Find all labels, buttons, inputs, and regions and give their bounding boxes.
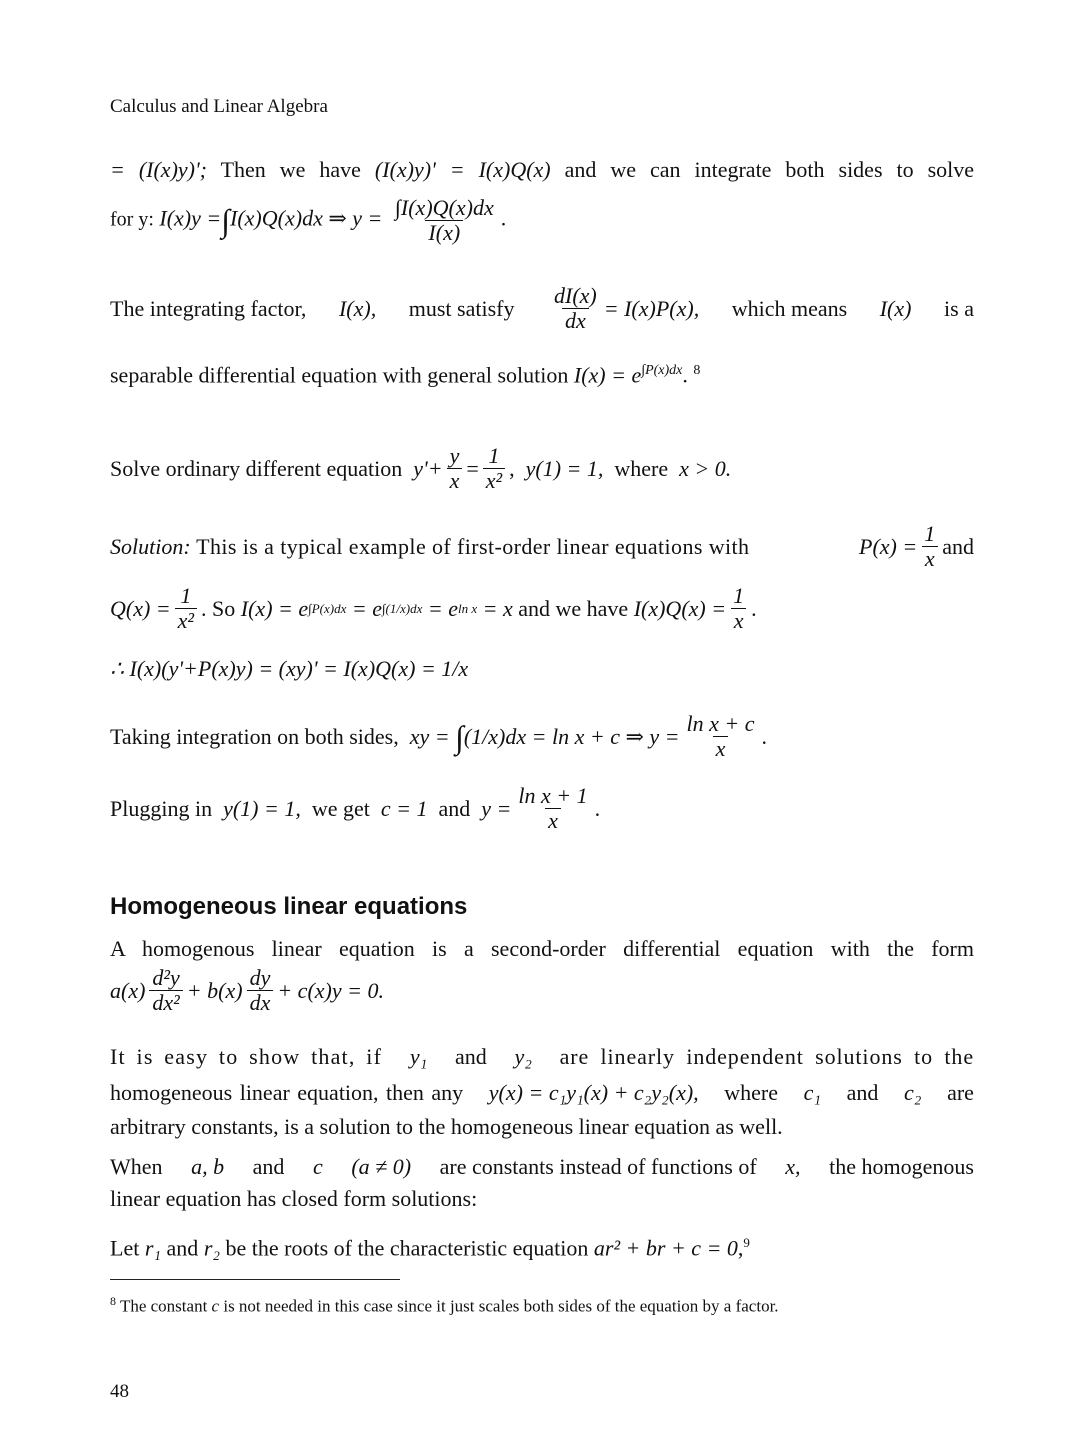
text-span: . So: [201, 595, 236, 621]
text-span: must satisfy: [408, 295, 515, 321]
text-span: and: [252, 1154, 285, 1179]
math-expr: y =: [481, 795, 512, 821]
equation-line: [110, 966, 384, 1015]
text-span: which means: [731, 295, 848, 321]
math-expr: y₁: [409, 1044, 428, 1069]
page-number: 48: [110, 1381, 129, 1402]
fraction-denominator: x²: [483, 468, 505, 493]
fraction-denominator: dx: [247, 990, 274, 1015]
fraction-numerator: 1: [180, 583, 192, 608]
text-span: Then we have: [220, 157, 361, 182]
fraction-numerator: d²y: [152, 965, 180, 990]
solution-label: Solution:: [110, 533, 191, 559]
math-expr: r₂: [203, 1235, 221, 1261]
text-span: It is easy to show that, if: [110, 1044, 383, 1069]
text-span: Taking integration on both sides,: [110, 723, 399, 749]
punctuation: .: [500, 205, 507, 231]
math-expr: c: [211, 1296, 220, 1316]
text-span: the homogenous: [829, 1154, 974, 1179]
text-line: linear equation has closed form solutions:: [110, 1186, 478, 1211]
text-line: [110, 1230, 750, 1261]
math-expr: ar² + br + c = 0: [593, 1235, 738, 1261]
math-expr: (I(x)y)' = I(x)Q(x): [374, 157, 551, 182]
fraction-denominator: x: [922, 546, 938, 571]
text-span: be the roots of the characteristic equation: [225, 1235, 589, 1261]
integral-symbol: ∫: [455, 718, 464, 755]
math-expr: I(x) = e: [573, 362, 642, 388]
fraction-numerator: 1: [733, 583, 745, 608]
section-heading: Homogeneous linear equations: [110, 893, 468, 920]
math-expr: = (I(x)y)';: [110, 157, 208, 182]
text-span: for y:: [110, 208, 154, 231]
fraction: [921, 522, 938, 571]
math-expr: y₂: [514, 1044, 532, 1069]
math-expr: xy =: [409, 723, 450, 749]
text-span: separable differential equation with general solution: [110, 362, 569, 388]
text-span: Plugging in: [110, 795, 213, 821]
text-line: [110, 1080, 974, 1106]
fraction-denominator: x: [731, 608, 747, 633]
math-expr: I(x) = e: [240, 595, 309, 621]
fraction: [447, 444, 463, 493]
fraction-denominator: x: [713, 736, 729, 761]
math-expr: a(x): [110, 977, 146, 1003]
fraction-numerator: ∫I(x)Q(x)dx: [394, 195, 494, 220]
text-span: where: [724, 1080, 779, 1105]
text-span: where: [614, 455, 669, 481]
fraction: [684, 712, 758, 761]
exponent: ∫P(x)dx: [641, 363, 683, 378]
exponent: ∫P(x)dx: [308, 600, 347, 616]
text-span: Let: [110, 1235, 140, 1261]
running-header: Calculus and Linear Algebra: [110, 96, 328, 117]
text-line: [110, 1044, 974, 1070]
exponent: ln x: [457, 600, 478, 616]
fraction: [483, 444, 505, 493]
footnote-ref: 8: [693, 363, 701, 378]
footnote: [110, 1294, 779, 1317]
fraction-numerator: ln x + 1: [518, 783, 588, 808]
text-span: and we have: [518, 595, 629, 621]
math-expr: = e: [427, 595, 458, 621]
solution-line: [110, 522, 974, 571]
footnote-text: The constant: [119, 1296, 208, 1316]
fraction-denominator: I(x): [425, 220, 463, 245]
math-expr: y(1) = 1,: [223, 795, 301, 821]
fraction-denominator: dx: [562, 308, 589, 333]
fraction: [515, 784, 590, 833]
footnote-text: is not needed in this case since it just scales both sides of the equation by a factor.: [223, 1296, 779, 1316]
text-line: [110, 358, 700, 388]
fraction-numerator: dy: [249, 965, 271, 990]
fraction-numerator: 1: [488, 443, 500, 468]
math-expr: I(x),: [338, 295, 377, 321]
text-line: [110, 284, 974, 333]
math-expr: (a ≠ 0): [351, 1154, 412, 1179]
math-expr: P(x) =: [859, 533, 918, 559]
punctuation: ,: [737, 1235, 744, 1261]
math-expr: c: [312, 1154, 323, 1179]
punctuation: .: [761, 723, 768, 749]
fraction: [149, 966, 182, 1015]
text-span: we get: [311, 795, 370, 821]
math-expr: Q(x) =: [110, 595, 171, 621]
math-expr: y'+: [413, 455, 443, 481]
fraction-numerator: 1: [924, 521, 936, 546]
text-line: arbitrary constants, is a solution to the homogeneous linear equation as well.: [110, 1114, 783, 1139]
text-span: are linearly independent solutions to the: [559, 1044, 974, 1069]
text-line: A homogenous linear equation is a second-order differential equation with the form: [110, 936, 974, 961]
fraction: [551, 284, 600, 333]
math-expr: I(x)y =: [159, 205, 222, 231]
fraction: [730, 584, 747, 633]
fraction: [175, 584, 197, 633]
math-expr: y(x) = c₁y₁(x) + c₂y₂(x),: [488, 1080, 699, 1105]
equation-line: ∴ I(x)(y'+P(x)y) = (xy)' = I(x)Q(x) = 1/x: [110, 656, 469, 681]
math-expr: x > 0.: [679, 455, 732, 481]
footnote-ref: 9: [743, 1235, 750, 1250]
text-span: and we can integrate both sides to solve: [564, 157, 975, 182]
text-span: and: [846, 1080, 879, 1105]
punctuation: ,: [509, 455, 515, 481]
math-expr: r₁: [144, 1235, 162, 1261]
solution-line: [110, 784, 600, 833]
text-line: [110, 157, 974, 183]
fraction: [247, 966, 274, 1015]
punctuation: .: [682, 362, 688, 388]
text-span: Solve ordinary different equation: [110, 455, 403, 481]
math-expr: =: [466, 455, 479, 481]
fraction-denominator: x: [447, 468, 463, 493]
footnote-divider: [110, 1279, 400, 1280]
math-expr: I(x): [879, 295, 912, 321]
math-expr: (1/x)dx = ln x + c ⇒ y =: [463, 723, 680, 749]
text-span: is a: [944, 295, 974, 321]
fraction-numerator: y: [449, 443, 460, 468]
text-line: [110, 1154, 974, 1180]
problem-line: [110, 444, 731, 493]
math-expr: x,: [785, 1154, 801, 1179]
equation-line: [110, 196, 506, 245]
math-expr: = e: [351, 595, 382, 621]
math-expr: c₂: [904, 1080, 922, 1105]
text-span: are: [947, 1080, 974, 1105]
fraction-denominator: x: [545, 808, 561, 833]
text-span: This is a typical example of first-order linear equations with: [196, 533, 750, 559]
text-span: When: [110, 1154, 163, 1179]
fraction-numerator: ln x + c: [686, 711, 755, 736]
text-span: homogeneous linear equation, then any: [110, 1080, 464, 1105]
footnote-mark: 8: [110, 1294, 116, 1308]
text-span: and: [454, 1044, 487, 1069]
math-expr: I(x)Q(x) =: [633, 595, 727, 621]
text-span: The integrating factor,: [110, 295, 307, 321]
fraction-denominator: x²: [175, 608, 197, 633]
punctuation: .: [594, 795, 601, 821]
text-span: are constants instead of functions of: [439, 1154, 757, 1179]
math-expr: I(x)Q(x)dx ⇒ y =: [230, 205, 383, 231]
solution-line: [110, 712, 767, 761]
text-span: and: [166, 1235, 199, 1261]
math-expr: y(1) = 1,: [525, 455, 604, 481]
math-expr: c₁: [803, 1080, 822, 1105]
solution-line: [110, 584, 757, 633]
math-expr: = I(x)P(x),: [603, 295, 700, 321]
math-expr: + c(x)y = 0.: [277, 977, 384, 1003]
integral-symbol: ∫: [221, 202, 231, 239]
fraction-denominator: dx²: [149, 990, 182, 1015]
punctuation: .: [751, 595, 757, 621]
exponent: ∫(1/x)dx: [381, 600, 423, 616]
math-expr: c = 1: [380, 795, 428, 821]
math-expr: = x: [482, 595, 513, 621]
text-span: and: [942, 533, 974, 559]
fraction: [392, 196, 497, 245]
math-expr: + b(x): [186, 977, 243, 1003]
math-expr: a, b: [191, 1154, 225, 1179]
text-span: and: [438, 795, 471, 821]
fraction-numerator: dI(x): [554, 283, 597, 308]
